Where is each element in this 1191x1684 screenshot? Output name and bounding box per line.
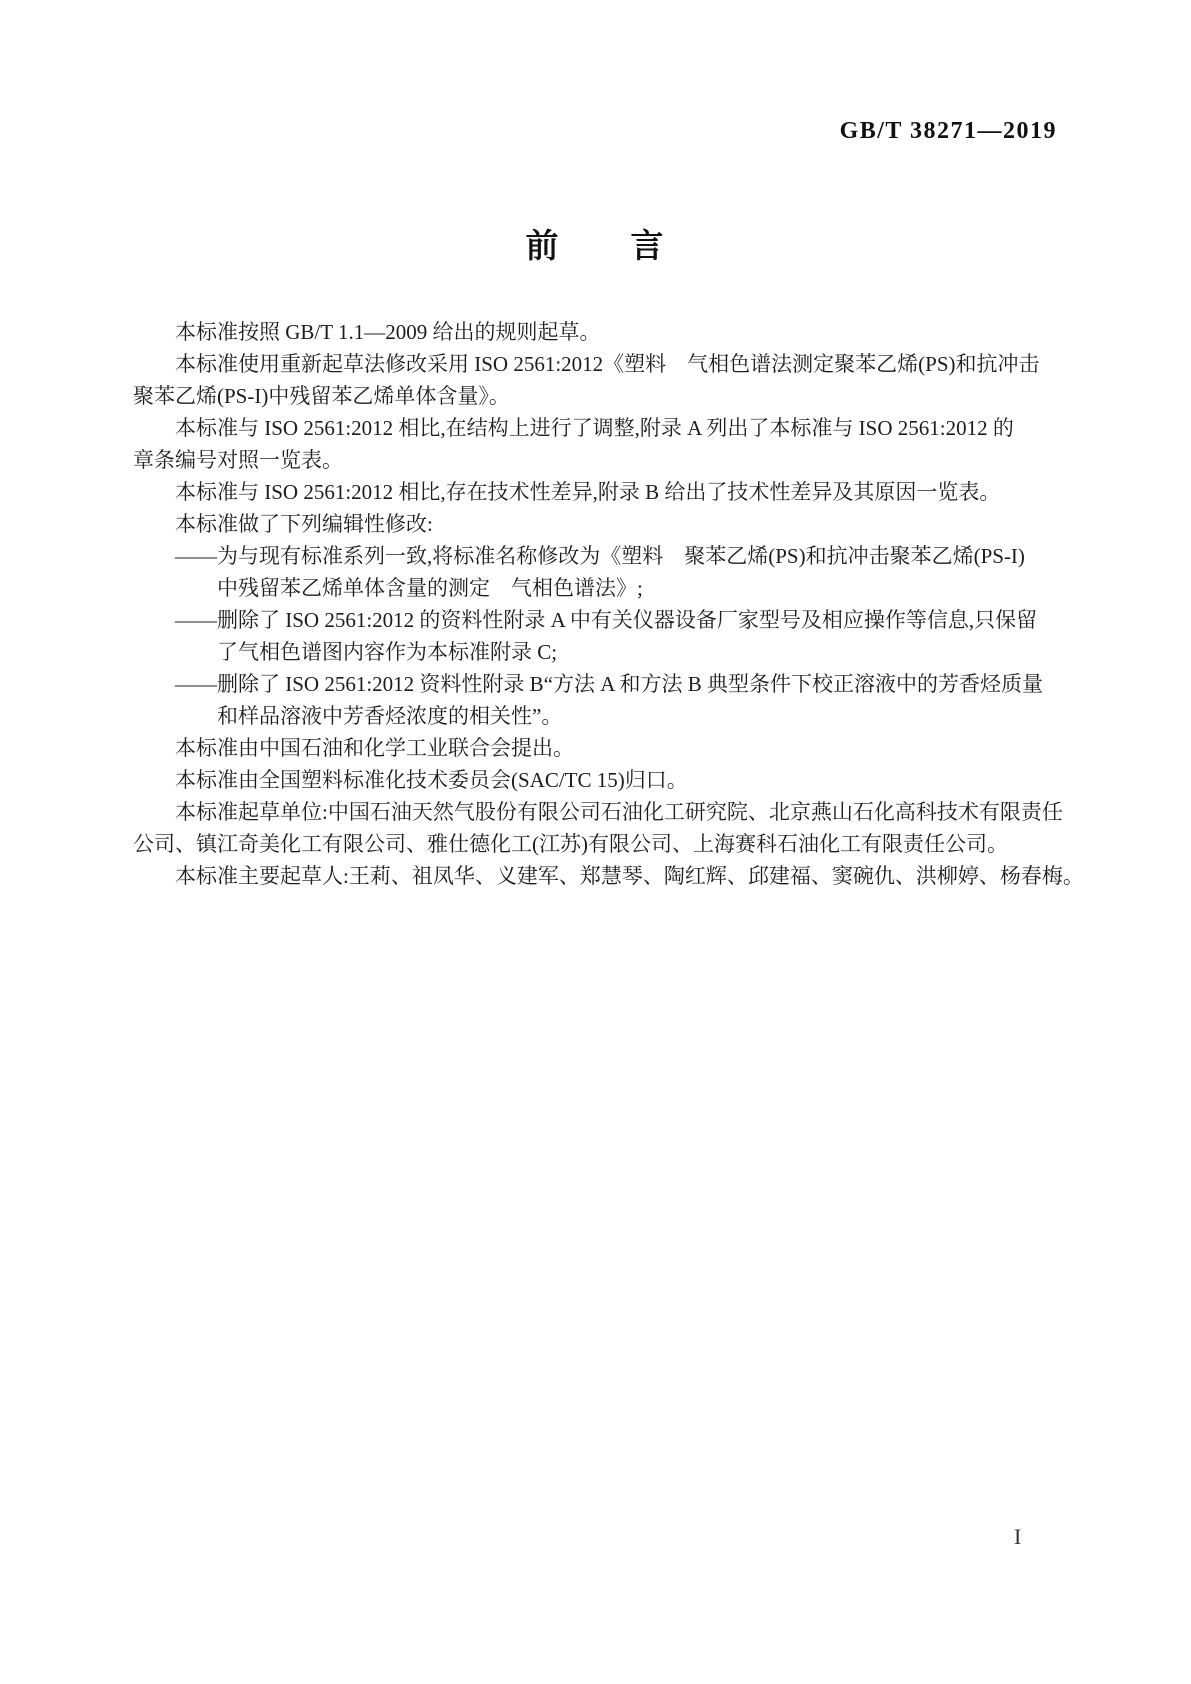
dash-item-line: ——删除了 ISO 2561:2012 资料性附录 B“方法 A 和方法 B 典型条件下校正溶液中的芳香烃质量: [175, 672, 1044, 696]
dash-item-line: 了气相色谱图内容作为本标准附录 C;: [217, 640, 558, 664]
dash-item-line: ——删除了 ISO 2561:2012 的资料性附录 A 中有关仪器设备厂家型号及相应操作等信息,只保留: [175, 608, 1038, 632]
paragraph-line: 本标准由中国石油和化学工业联合会提出。: [175, 736, 574, 760]
dash-item-line: 中残留苯乙烯单体含量的测定 气相色谱法》;: [217, 576, 643, 600]
paragraph-line: 本标准与 ISO 2561:2012 相比,在结构上进行了调整,附录 A 列出了本标准与 ISO 2561:2012 的: [175, 416, 1014, 440]
paragraph-line: 章条编号对照一览表。: [133, 448, 343, 472]
foreword-title: 前 言: [525, 227, 666, 264]
paragraph-line: 本标准主要起草人:王莉、祖凤华、义建军、郑慧琴、陶红辉、邱建福、窦碗仇、洪柳婷、杨春梅。: [175, 864, 1084, 888]
paragraph-line: 公司、镇江奇美化工有限公司、雅仕德化工(江苏)有限公司、上海赛科石油化工有限责任公司。: [133, 832, 1008, 856]
paragraph-line: 本标准与 ISO 2561:2012 相比,存在技术性差异,附录 B 给出了技术性差异及其原因一览表。: [175, 480, 1001, 504]
dash-item-line: 和样品溶液中芳香烃浓度的相关性”。: [217, 704, 563, 728]
standard-number: GB/T 38271—2019: [839, 118, 1057, 144]
paragraph-line: 本标准起草单位:中国石油天然气股份有限公司石油化工研究院、北京燕山石化高科技术有限责任: [175, 800, 1063, 824]
foreword-body: [133, 316, 1123, 892]
paragraph-line: 本标准按照 GB/T 1.1—2009 给出的规则起草。: [175, 320, 601, 344]
paragraph-line: 本标准由全国塑料标准化技术委员会(SAC/TC 15)归口。: [175, 768, 688, 792]
paragraph-line: 本标准做了下列编辑性修改:: [175, 512, 433, 536]
page-number: I: [1014, 1524, 1022, 1549]
paragraph-line: 本标准使用重新起草法修改采用 ISO 2561:2012《塑料 气相色谱法测定聚苯乙烯(PS)和抗冲击: [175, 352, 1040, 376]
paragraph-line: 聚苯乙烯(PS-I)中残留苯乙烯单体含量》。: [133, 384, 510, 408]
dash-item-line: ——为与现有标准系列一致,将标准名称修改为《塑料 聚苯乙烯(PS)和抗冲击聚苯乙烯(PS-I): [175, 544, 1025, 568]
